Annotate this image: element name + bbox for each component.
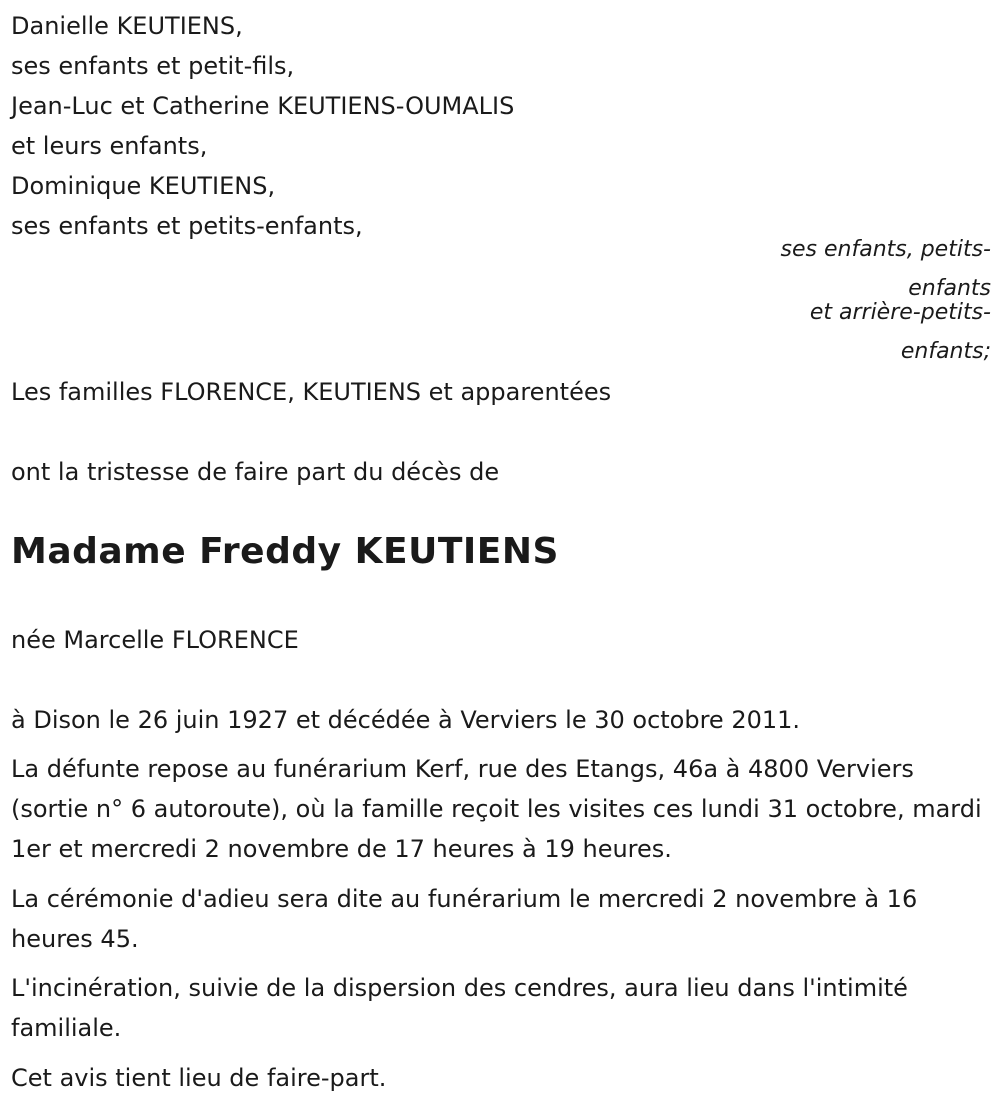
ceremony-paragraph: La cérémonie d'adieu sera dite au funérarium le mercredi 2 novembre à 16 heures 45. [11,885,918,953]
families-line: Les familles FLORENCE, KEUTIENS et apparentées [11,378,612,406]
deceased-name: Madame Freddy KEUTIENS [11,531,559,572]
right-italic-line-3: et arrière-petits- [809,300,991,325]
repose-paragraph: La défunte repose au funérarium Kerf, rue des Etangs, 46a à 4800 Verviers (sortie n° 6 autoroute), où la famille reçoit les visites ces lundi 31 octobre, mardi 1er et mercredi 2 novembre de 17 heures à 19 heures. [11,755,982,863]
maiden-name: née Marcelle FLORENCE [11,626,299,654]
family-line-3: Jean-Luc et Catherine KEUTIENS-OUMALIS [11,92,515,120]
right-italic-line-1: ses enfants, petits- [780,237,991,262]
family-line-5: Dominique KEUTIENS, [11,172,276,200]
family-line-1: Danielle KEUTIENS, [11,12,243,40]
right-italic-line-2: enfants [908,276,991,301]
right-italic-line-4: enfants; [900,339,991,364]
birth-death-line: à Dison le 26 juin 1927 et décédée à Verviers le 30 octobre 2011. [11,706,801,734]
announcement-line: ont la tristesse de faire part du décès de [11,458,500,486]
family-line-4: et leurs enfants, [11,132,208,160]
family-line-6: ses enfants et petits-enfants, [11,212,363,240]
cremation-paragraph: L'incinération, suivie de la dispersion des cendres, aura lieu dans l'intimité familiale. [11,974,908,1042]
family-line-2: ses enfants et petit-fils, [11,52,295,80]
notice-line: Cet avis tient lieu de faire-part. [11,1064,387,1092]
